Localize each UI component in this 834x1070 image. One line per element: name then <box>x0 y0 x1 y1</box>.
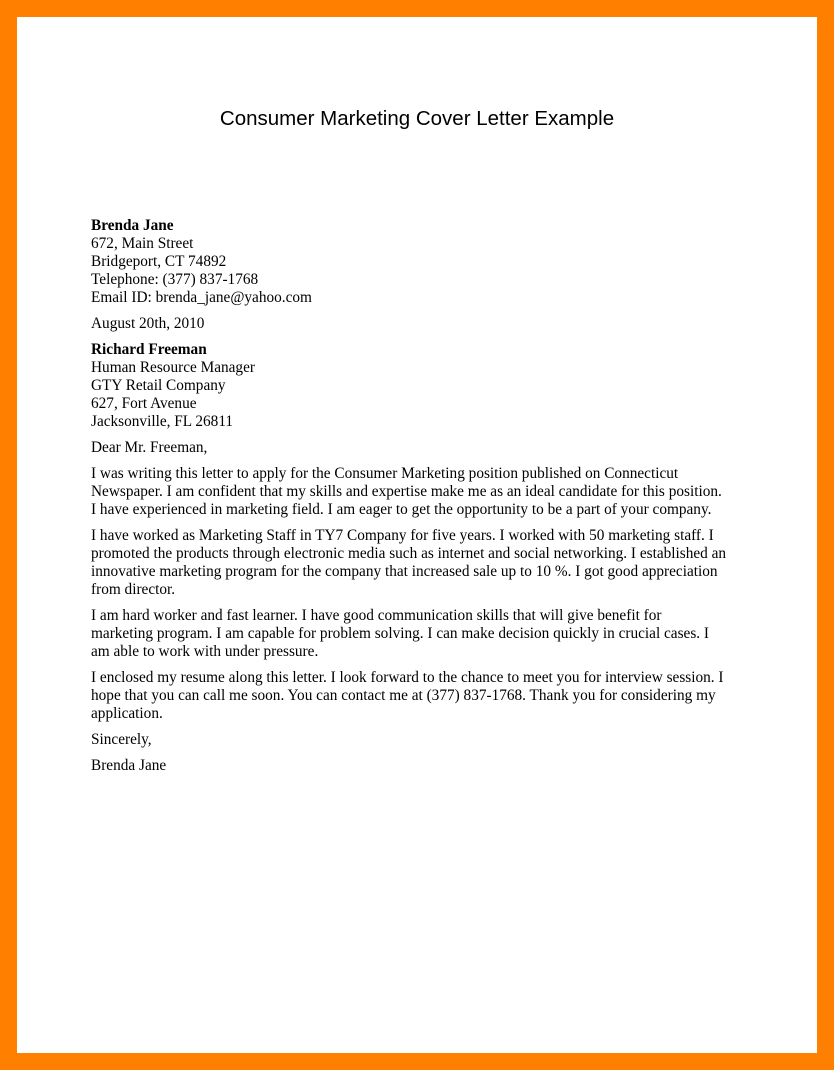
letter-date <box>91 315 751 333</box>
sender-telephone: Telephone: (377) 837-1768 <box>91 271 259 288</box>
paragraph-line: I enclosed my resume along this letter. I look forward to the chance to meet you for interview session. I <box>91 669 724 686</box>
paragraph-line: marketing program. I am capable for problem solving. I can make decision quickly in crucial cases. I <box>91 625 710 642</box>
recipient-address <box>91 341 751 431</box>
sender-name: Brenda Jane <box>91 217 174 234</box>
date-text: August 20th, 2010 <box>91 315 205 332</box>
paragraph-line: from director. <box>91 581 176 598</box>
recipient-city: Jacksonville, FL 26811 <box>91 413 234 430</box>
sender-city: Bridgeport, CT 74892 <box>91 253 227 270</box>
paragraph-3 <box>91 607 751 661</box>
document-title: Consumer Marketing Cover Letter Example <box>219 107 615 130</box>
signature <box>91 757 751 775</box>
paragraph-1 <box>91 465 751 519</box>
paragraph-line: promoted the products through electronic media such as internet and social networking. I established an <box>91 545 727 562</box>
recipient-role: Human Resource Manager <box>91 359 255 376</box>
letter-page <box>17 17 817 1053</box>
paragraph-line: innovative marketing program for the company that increased sale up to 10 %. I got good appreciation <box>91 563 718 580</box>
paragraph-line: am able to work with under pressure. <box>91 643 319 660</box>
paragraph-line: I have experienced in marketing field. I am eager to get the opportunity to be a part of your company. <box>91 501 712 518</box>
paragraph-line: I have worked as Marketing Staff in TY7 Company for five years. I worked with 50 marketing staff. I <box>91 527 714 544</box>
paragraph-line: application. <box>91 705 163 722</box>
paragraph-line: hope that you can call me soon. You can contact me at (377) 837-1768. Thank you for considering my <box>91 687 716 704</box>
closing <box>91 731 751 749</box>
salutation <box>91 439 751 457</box>
sender-address <box>91 217 751 307</box>
sender-email: Email ID: brenda_jane@yahoo.com <box>91 289 312 306</box>
salutation-text: Dear Mr. Freeman, <box>91 439 208 456</box>
recipient-company: GTY Retail Company <box>91 377 226 394</box>
paragraph-line: Newspaper. I am confident that my skills and expertise make me as an ideal candidate for this position. <box>91 483 722 500</box>
paragraph-line: I am hard worker and fast learner. I have good communication skills that will give benefit for <box>91 607 662 624</box>
paragraph-2 <box>91 527 751 599</box>
paragraph-line: I was writing this letter to apply for the Consumer Marketing position published on Connecticut <box>91 465 679 482</box>
paragraph-4 <box>91 669 751 723</box>
recipient-street: 627, Fort Avenue <box>91 395 197 412</box>
letter-body <box>91 217 751 783</box>
signature-name: Brenda Jane <box>91 757 167 774</box>
recipient-name: Richard Freeman <box>91 341 207 358</box>
sender-street: 672, Main Street <box>91 235 194 252</box>
closing-text: Sincerely, <box>91 731 152 748</box>
